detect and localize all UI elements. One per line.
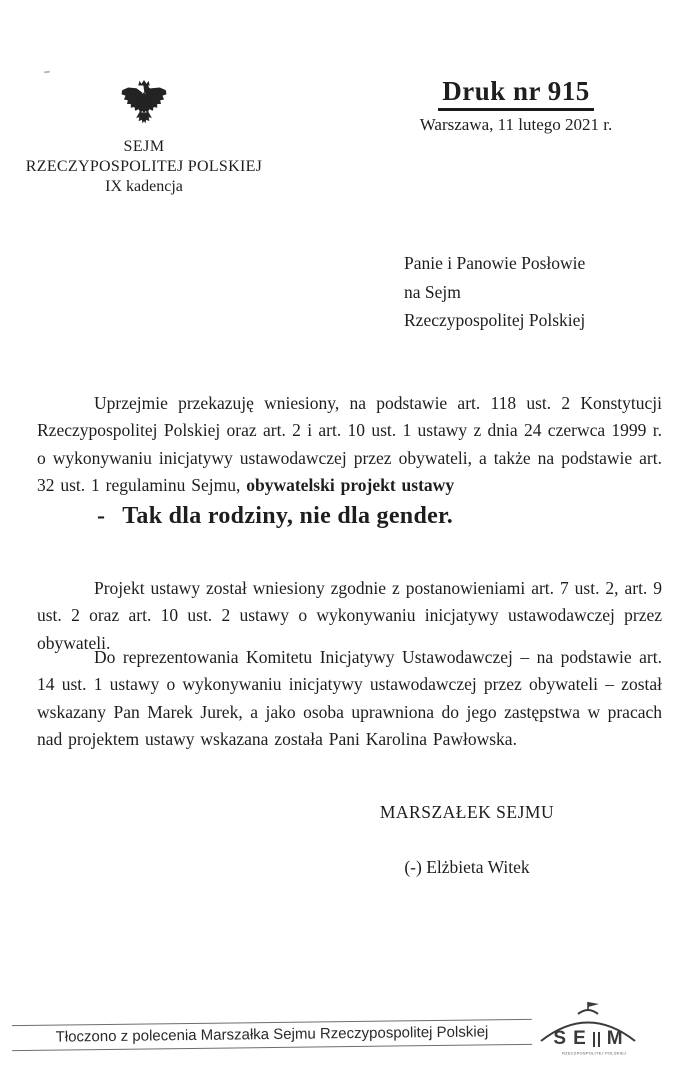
polish-eagle-icon [18, 74, 270, 136]
bill-title-dash: - [97, 503, 106, 529]
addressee-block [404, 249, 585, 335]
body-paragraph-3: Do reprezentowania Komitetu Inicjatywy Ustawodawczej – na podstawie art. 14 ust. 1 ustawy o wykonywaniu inicjatywy ustawodawczej przez obywateli – został wskazany Pan Marek Jurek, a jako osoba uprawniona do jego zastępstwa w pracach nad projektem ustawy wskazana została Pani Karolina Pawłowska. [37, 647, 662, 750]
paragraph-text: Uprzejmie przekazuję wniesiony, na podstawie art. 118 ust. 2 Konstytucji Rzeczypospolitej Polskiej oraz art. 2 i art. 10 ust. 1 ustawy z dnia 24 czerwca 1999 r. o wykonywaniu inicjatywy ustawodawczej przez obywateli, a także na podstawie art. 32 ust. 1 regulaminu Sejmu, [37, 393, 662, 496]
institution-name: SEJM [123, 138, 165, 155]
logo-letter: E [573, 1028, 586, 1049]
logo-letter: S [553, 1028, 567, 1049]
sejm-logo-subtext: RZECZPOSPOLITEJ POLSKIEJ [562, 1051, 627, 1056]
addressee-line: Rzeczypospolitej Polskiej [404, 310, 586, 330]
print-number: Druk nr 915 [438, 76, 594, 111]
signature-role: MARSZAŁEK SEJMU [379, 802, 555, 822]
institution-term: IX kadencja [105, 178, 183, 195]
bill-title-text: Tak dla rodziny, nie dla gender. [122, 503, 454, 529]
sejm-logo [536, 1000, 640, 1060]
signature-name: (-) Elżbieta Witek [404, 857, 530, 877]
logo-letter: M [606, 1028, 623, 1049]
institution-header [18, 74, 270, 196]
body-paragraph-2: Projekt ustawy został wniesiony zgodnie z postanowieniami art. 7 ust. 2, art. 9 ust. 2 oraz art. 10 ust. 2 ustawy o wykonywaniu inicjatywy ustawodawczej przez obywateli. [37, 578, 662, 653]
scan-artifact [44, 71, 50, 74]
footer-print-note: Tłoczono z polecenia Marszałka Sejmu Rzeczypospolitej Polskiej [12, 1019, 532, 1051]
signature-block [346, 802, 588, 878]
print-header [398, 76, 634, 135]
logo-columns-icon [593, 1032, 600, 1047]
body-paragraph-1 [37, 390, 662, 500]
bill-title [97, 503, 453, 530]
place-date: Warszawa, 11 lutego 2021 r. [419, 115, 613, 134]
sejm-logo-letters [536, 1028, 640, 1050]
addressee-line: na Sejm [404, 281, 461, 302]
institution-subtitle: RZECZYPOSPOLITEJ POLSKIEJ [25, 158, 263, 175]
addressee-line: Panie i Panowie Posłowie [404, 253, 586, 273]
paragraph-bold-text: obywatelski projekt ustawy [246, 475, 455, 496]
